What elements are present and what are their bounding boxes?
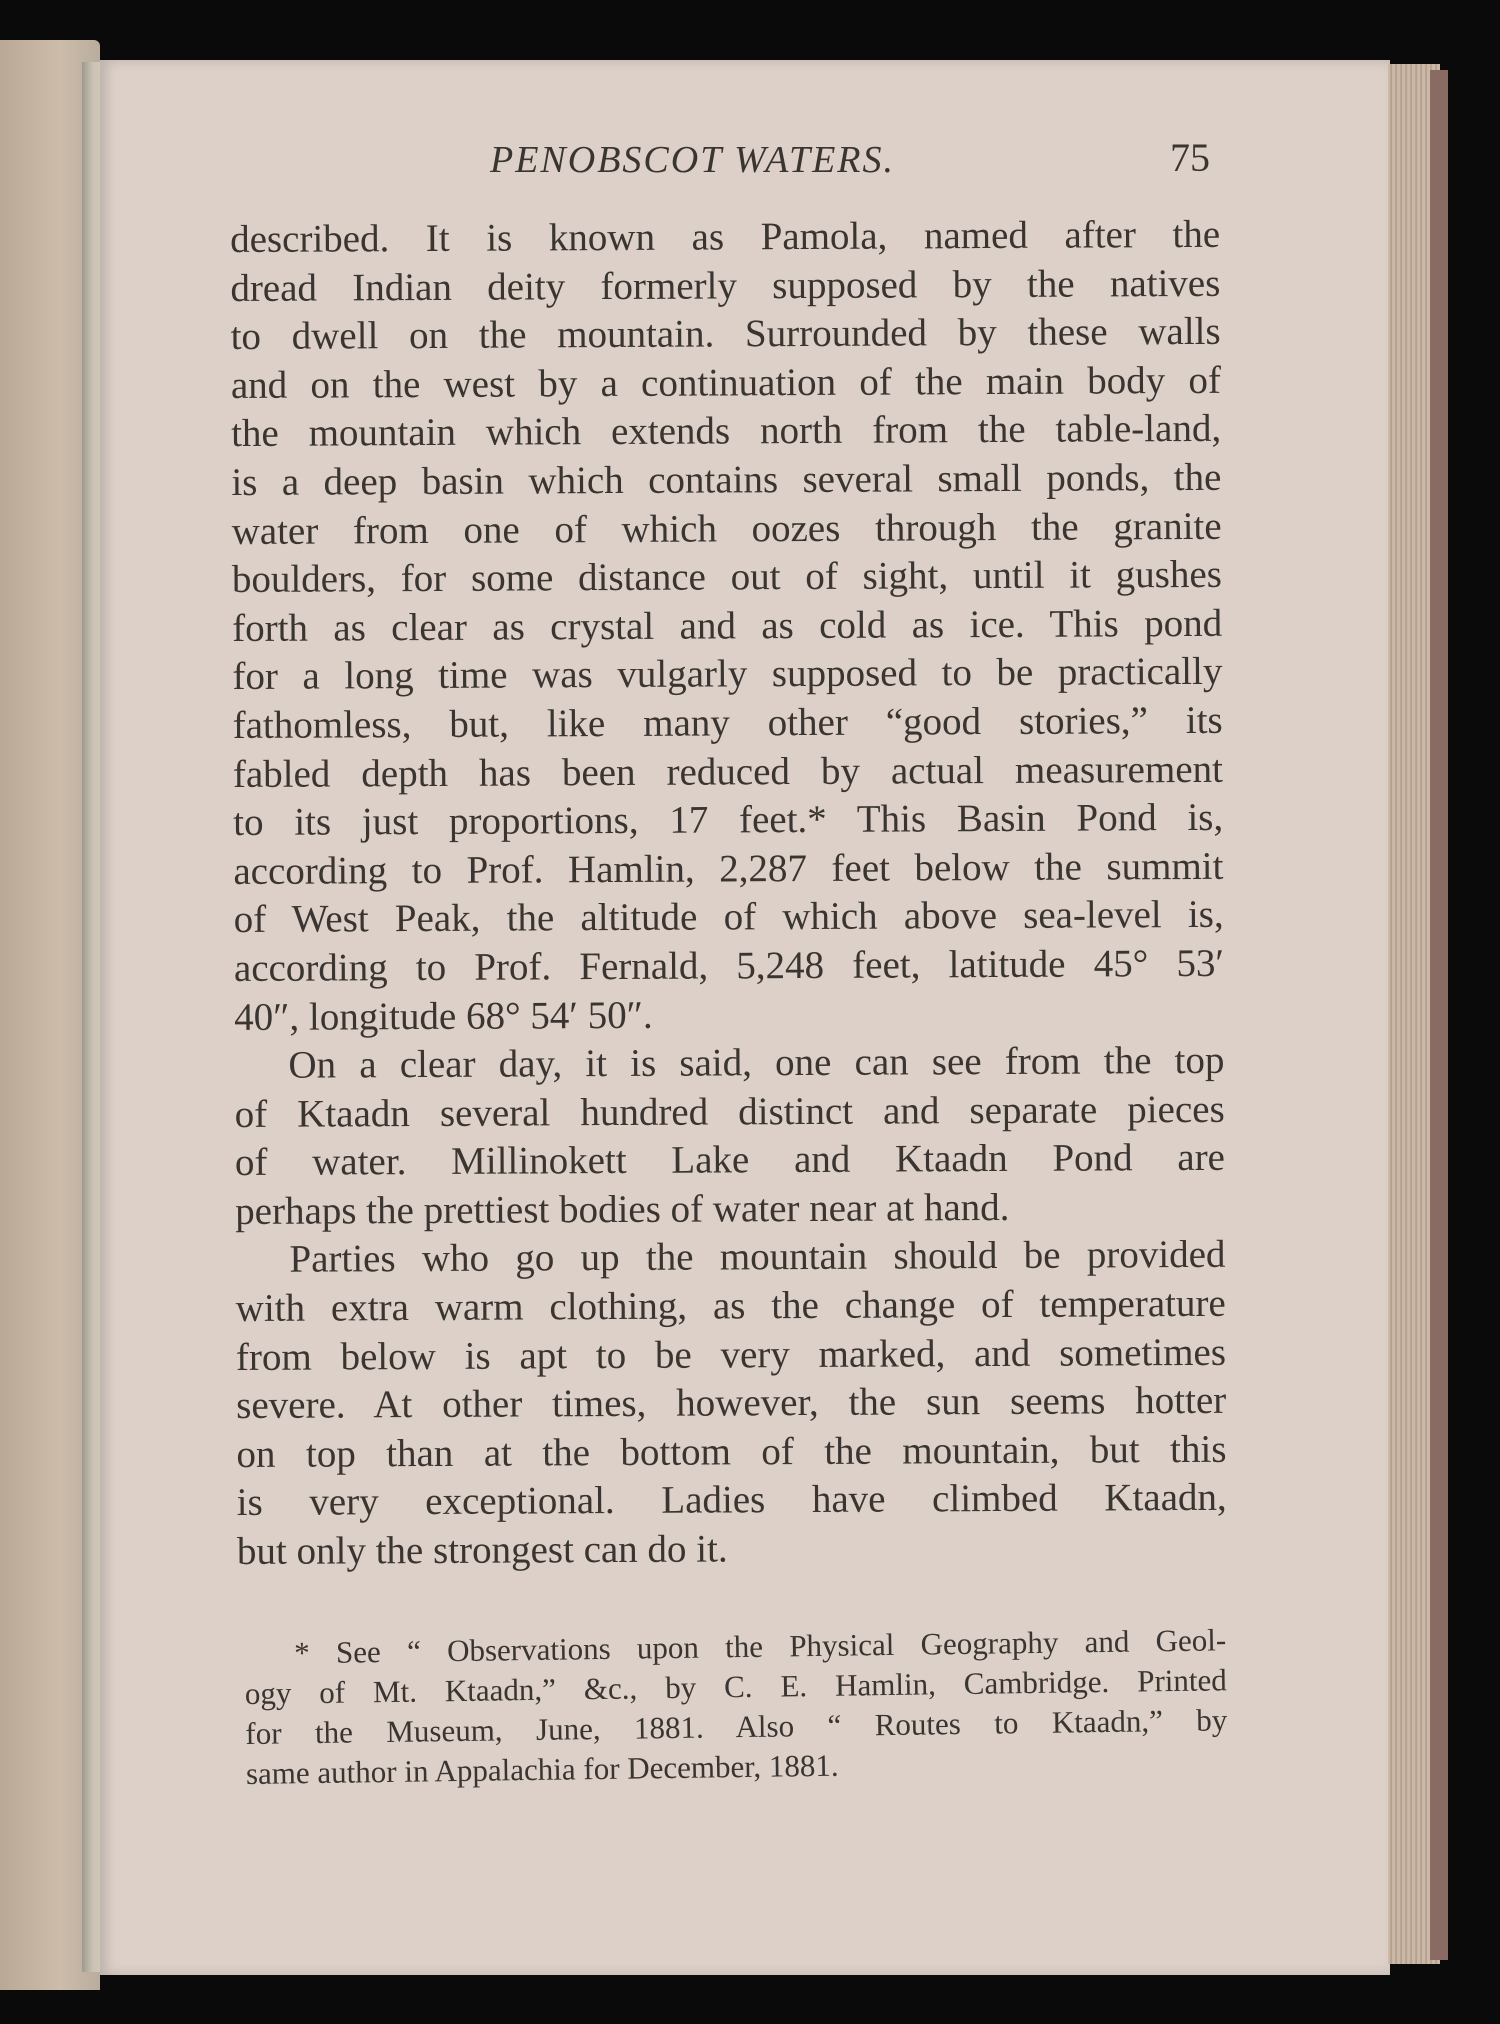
text-line: perhaps the prettiest bodies of water near at hand. bbox=[235, 1185, 1010, 1233]
text-line: 40″, longitude 68° 54′ 50″. bbox=[234, 993, 653, 1039]
text-line: boulders, for some distance out of sight, until it gushes bbox=[231, 552, 1223, 602]
text-line: with extra warm clothing, as the change of temperature bbox=[235, 1281, 1226, 1331]
footnote-line: same author in Appalachia for December, 1881. bbox=[245, 1747, 839, 1791]
text-line: for a long time was vulgarly supposed to be practically bbox=[232, 650, 1223, 699]
text-line: according to Prof. Fernald, 5,248 feet, latitude 45° 53′ bbox=[233, 941, 1225, 990]
text-line: forth as clear as crystal and as cold as ice. This pond bbox=[232, 601, 1223, 650]
text-line: described. It is known as Pamola, named after the bbox=[230, 212, 1221, 261]
paragraph-start-line: On a clear day, it is said, one can see from the top bbox=[288, 1038, 1225, 1087]
text-line: but only the strongest can do it. bbox=[236, 1527, 728, 1574]
text-line: of West Peak, the altitude of which above sea-level is, bbox=[233, 893, 1224, 942]
text-line: to its just proportions, 17 feet.* This Basin Pond is, bbox=[233, 795, 1224, 845]
text-line: according to Prof. Hamlin, 2,287 feet below the summit bbox=[233, 844, 1224, 893]
footnote-line: * See “ Observations upon the Physical Geography and Geol- bbox=[294, 1622, 1227, 1671]
text-line: water from one of which oozes through the granite bbox=[231, 504, 1222, 553]
text-line: from below is apt to be very marked, and sometimes bbox=[235, 1330, 1227, 1379]
text-line: of Ktaadn several hundred distinct and separate pieces bbox=[234, 1087, 1225, 1136]
text-line: and on the west by a continuation of the main body of bbox=[230, 358, 1221, 407]
text-line: dread Indian deity formerly supposed by the natives bbox=[230, 261, 1221, 310]
page-number: 75 bbox=[1170, 135, 1210, 180]
running-head: PENOBSCOT WATERS. bbox=[490, 139, 896, 181]
paragraph-start-line: Parties who go up the mountain should be provided bbox=[289, 1233, 1226, 1282]
text-line: severe. At other times, however, the sun seems hotter bbox=[236, 1379, 1227, 1428]
text-line: on top than at the bottom of the mountain, but this bbox=[236, 1427, 1227, 1476]
text-line: to dwell on the mountain. Surrounded by these walls bbox=[230, 310, 1221, 359]
text-line: fabled depth has been reduced by actual measurement bbox=[232, 747, 1224, 796]
text-line: of water. Millinokett Lake and Ktaadn Pond are bbox=[234, 1136, 1226, 1185]
body-text bbox=[230, 211, 1227, 1577]
text-line: the mountain which extends north from the table-land, bbox=[231, 407, 1222, 456]
footnote-line: for the Museum, June, 1881. Also “ Routes to Ktaadn,” by bbox=[245, 1702, 1228, 1751]
page-header bbox=[230, 135, 1220, 188]
text-line: fathomless, but, like many other “good stories,” its bbox=[232, 698, 1223, 747]
text-line: is very exceptional. Ladies have climbed Ktaadn, bbox=[236, 1476, 1227, 1525]
book-cover-edge bbox=[1430, 70, 1448, 1960]
footnote bbox=[244, 1620, 1228, 1794]
footnote-line: ogy of Mt. Ktaadn,” &c., by C. E. Hamlin, Cambridge. Printed bbox=[244, 1662, 1227, 1711]
text-line: is a deep basin which contains several small ponds, the bbox=[231, 455, 1222, 504]
